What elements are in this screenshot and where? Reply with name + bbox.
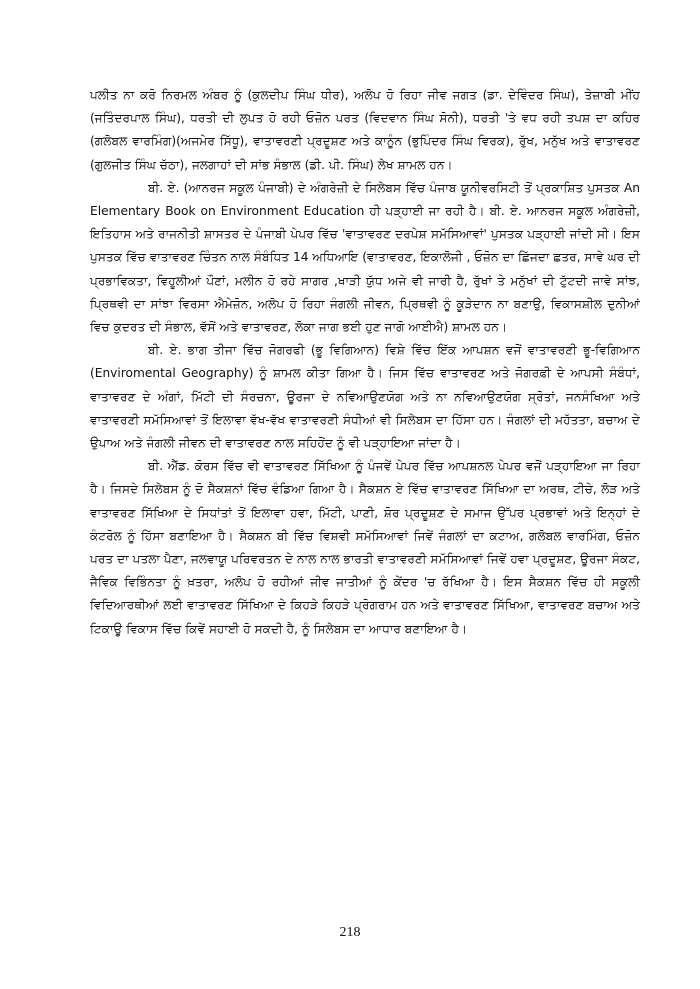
paragraph-continuation: ਪਲੀਤ ਨਾ ਕਰੋ ਨਿਰਮਲ ਅੰਬਰ ਨੂੰ (ਕੁਲਦੀਪ ਸਿੰਘ ਧੀਰ), ਅਲੋਪ ਹੋ ਰਿਹਾ ਜੀਵ ਜਗਤ (ਡਾ. ਦੇਵਿੰਦਰ ਸਿੰਘ), ਤੇਜ਼ਾਬੀ ਮੀਂਹ (ਜਤਿੰਦਰਪਾਲ ਸਿੰਘ), ਧਰਤੀ ਦੀ ਲੁਪਤ ਹੋ ਰਹੀ ਓਜ਼ੋਨ ਪਰਤ (ਵਿਦਵਾਨ ਸਿੰਘ ਸੋਨੀ), ਧਰਤੀ 'ਤੇ ਵਧ ਰਹੀ ਤਪਸ਼ ਦਾ ਕਹਿਰ (ਗਲੋਬਲ ਵਾਰਮਿੰਗ)(ਅਜਮੇਰ ਸਿੱਧੂ), ਵਾਤਾਵਰਣੀ ਪ੍ਰਦੂਸ਼ਣ ਅਤੇ ਕਾਨੂੰਨ (ਭੁਪਿੰਦਰ ਸਿੰਘ ਵਿਰਕ), ਰੁੱਖ, ਮਨੁੱਖ ਅਤੇ ਵਾਤਾਵਰਣ (ਗੁਲਜੀਤ ਸਿੰਘ ਚੱਠਾ), ਜਲਗਾਹਾਂ ਦੀ ਸਾਂਭ ਸੰਭਾਲ (ਡੀ. ਪੀ. ਸਿੰਘ) ਲੇਖ ਸ਼ਾਮਲ ਹਨ। bbox=[90, 88, 640, 172]
paragraph-bed-course: ਬੀ. ਐੱਡ. ਕੋਰਸ ਵਿੱਚ ਵੀ ਵਾਤਾਵਰਣ ਸਿੱਖਿਆ ਨੂੰ ਪੰਜਵੇਂ ਪੇਪਰ ਵਿੱਚ ਆਪਸ਼ਨਲ ਪੇਪਰ ਵਜੋਂ ਪੜ੍ਹਾਇਆ ਜਾ ਰਿਹਾ ਹੈ। ਜਿਸਦੇ ਸਿਲੇਬਸ ਨੂੰ ਦੋ ਸੈਕਸ਼ਨਾਂ ਵਿੱਚ ਵੰਡਿਆ ਗਿਆ ਹੈ। ਸੈਕਸ਼ਨ ਏ ਵਿੱਚ ਵਾਤਾਵਰਣ ਸਿੱਖਿਆ ਦਾ ਅਰਥ, ਟੀਚੇ, ਲੋੜ ਅਤੇ ਵਾਤਾਵਰਣ ਸਿੱਖਿਆ ਦੇ ਸਿਧਾਂਤਾਂ ਤੋਂ ਇਲਾਵਾ ਹਵਾ, ਮਿੱਟੀ, ਪਾਣੀ, ਸ਼ੋਰ ਪ੍ਰਦੂਸ਼ਣ ਦੇ ਸਮਾਜ ਉੱਪਰ ਪ੍ਰਭਾਵਾਂ ਅਤੇ ਇਨ੍ਹਾਂ ਦੇ ਕੰਟਰੋਲ ਨੂੰ ਹਿੱਸਾ ਬਣਾਇਆ ਹੈ। ਸੈਕਸ਼ਨ ਬੀ ਵਿੱਚ ਵਿਸ਼ਵੀ ਸਮੱਸਿਆਵਾਂ ਜਿਵੇਂ ਜੰਗਲਾਂ ਦਾ ਕਟਾਅ, ਗਲੋਬਲ ਵਾਰਮਿੰਗ, ਓਜ਼ੋਨ ਪਰਤ ਦਾ ਪਤਲਾ ਪੈਣਾ, ਜਲਵਾਯੂ ਪਰਿਵਰਤਨ ਦੇ ਨਾਲ ਨਾਲ ਭਾਰਤੀ ਵਾਤਾਵਰਣੀ ਸਮੱਸਿਆਵਾਂ ਜਿਵੇਂ ਹਵਾ ਪ੍ਰਦੂਸ਼ਣ, ਊਰਜਾ ਸੰਕਟ, ਜੈਵਿਕ ਵਿਭਿੰਨਤਾ ਨੂੰ ਖ਼ਤਰਾ, ਅਲੋਪ ਹੋ ਰਹੀਆਂ ਜੀਵ ਜਾਤੀਆਂ ਨੂੰ ਕੇਂਦਰ 'ਚ ਰੱਖਿਆ ਹੈ। ਇਸ ਸੈਕਸ਼ਨ ਵਿੱਚ ਹੀ ਸਕੂਲੀ ਵਿਦਿਆਰਥੀਆਂ ਲਈ ਵਾਤਾਵਰਣ ਸਿੱਖਿਆ ਦੇ ਕਿਹੜੇ ਕਿਹੜੇ ਪ੍ਰੋਗਰਾਮ ਹਨ ਅਤੇ ਵਾਤਾਵਰਣ ਸਿੱਖਿਆ, ਵਾਤਾਵਰਣ ਬਚਾਅ ਅਤੇ ਟਿਕਾਊ ਵਿਕਾਸ ਵਿੱਚ ਕਿਵੇਂ ਸਹਾਈ ਹੋ ਸਕਦੀ ਹੈ, ਨੂੰ ਸਿਲੇਬਸ ਦਾ ਆਧਾਰ ਬਣਾਇਆ ਹੈ। bbox=[90, 459, 640, 636]
body-text bbox=[90, 84, 640, 641]
paragraph-ba-honours: ਬੀ. ਏ. (ਆਨਰਜ ਸਕੂਲ ਪੰਜਾਬੀ) ਦੇ ਅੰਗਰੇਜ਼ੀ ਦੇ ਸਿਲੇਬਸ ਵਿੱਚ ਪੰਜਾਬ ਯੂਨੀਵਰਸਿਟੀ ਤੋਂ ਪ੍ਰਕਾਸ਼ਿਤ ਪੁਸਤਕ An Elementary Book on Environment Education ਹੀ ਪੜ੍ਹਾਈ ਜਾ ਰਹੀ ਹੈ। ਬੀ. ਏ. ਆਨਰਜ ਸਕੂਲ ਅੰਗਰੇਜ਼ੀ, ਇਤਿਹਾਸ ਅਤੇ ਰਾਜਨੀਤੀ ਸ਼ਾਸਤਰ ਦੇ ਪੰਜਾਬੀ ਪੇਪਰ ਵਿੱਚ 'ਵਾਤਾਵਰਣ ਦਰਪੇਸ਼ ਸਮੱਸਿਆਵਾਂ' ਪੁਸਤਕ ਪੜ੍ਹਾਈ ਜਾਂਦੀ ਸੀ। ਇਸ ਪੁਸਤਕ ਵਿੱਚ ਵਾਤਾਵਰਣ ਚਿੰਤਨ ਨਾਲ ਸੰਬੰਧਿਤ 14 ਅਧਿਆਇ (ਵਾਤਾਵਰਣ, ਇਕਾਲੋਜੀ , ਓਜ਼ੋਨ ਦਾ ਛਿੱਜਦਾ ਛਤਰ, ਸਾਵੇ ਘਰ ਦੀ ਪ੍ਰਭਾਵਿਕਤਾ, ਵਿਹੂਲੀਆਂ ਪੌਣਾਂ, ਮਲੀਨ ਹੋ ਰਹੇ ਸਾਗਰ ,ਖਾੜੀ ਯੁੱਧ ਅਜੇ ਵੀ ਜਾਰੀ ਹੈ, ਰੁੱਖਾਂ ਤੇ ਮਨੁੱਖਾਂ ਦੀ ਟੁੱਟਦੀ ਜਾਵੇ ਸਾਂਝ, ਪ੍ਰਿਥਵੀ ਦਾ ਸਾਂਝਾ ਵਿਰਸਾ ਐਮੇਜ਼ੋਨ, ਅਲੋਪ ਹੋ ਰਿਹਾ ਜੰਗਲੀ ਜੀਵਨ, ਪ੍ਰਿਥਵੀ ਨੂੰ ਕੂੜੇਦਾਨ ਨਾ ਬਣਾਉ, ਵਿਕਾਸਸ਼ੀਲ ਦੁਨੀਆਂ ਵਿਚ ਕੁਦਰਤ ਦੀ ਸੰਭਾਲ, ਵੱਸੋਂ ਅਤੇ ਵਾਤਾਵਰਣ, ਲੋਕਾ ਜਾਗ ਭਈ ਹੁਣ ਜਾਗੋ ਆਈਐ) ਸ਼ਾਮਲ ਹਨ। bbox=[90, 180, 640, 335]
page-number: 218 bbox=[339, 925, 361, 940]
paragraph-ba-part-three: ਬੀ. ਏ. ਭਾਗ ਤੀਜਾ ਵਿੱਚ ਜੋਗਰਫੀ (ਭੂ ਵਿਗਿਆਨ) ਵਿਸ਼ੇ ਵਿੱਚ ਇੱਕ ਆਪਸ਼ਨ ਵਜੋਂ ਵਾਤਾਵਰਣੀ ਭੂ-ਵਿਗਿਆਨ (Enviromental Geography) ਨੂੰ ਸ਼ਾਮਲ ਕੀਤਾ ਗਿਆ ਹੈ। ਜਿਸ ਵਿੱਚ ਵਾਤਾਵਰਣ ਅਤੇ ਜੋਗਰਫ਼ੀ ਦੇ ਆਪਸੀ ਸੰਬੰਧਾਂ, ਵਾਤਾਵਰਣ ਦੇ ਅੰਗਾਂ, ਮਿੱਟੀ ਦੀ ਸੰਰਚਨਾ, ਊਰਜਾ ਦੇ ਨਵਿਆਉਣਯੋਗ ਅਤੇ ਨਾ ਨਵਿਆਉਣਯੋਗ ਸ੍ਰੋਤਾਂ, ਜਨਸੰਖਿਆ ਅਤੇ ਵਾਤਾਵਰਣੀ ਸਮੱਸਿਆਵਾਂ ਤੋਂ ਇਲਾਵਾ ਵੱਖ-ਵੱਖ ਵਾਤਾਵਰਣੀ ਸੰਧੀਆਂ ਵੀ ਸਿਲੇਬਸ ਦਾ ਹਿੱਸਾ ਹਨ। ਜੰਗਲਾਂ ਦੀ ਮਹੱਤਤਾ, ਬਚਾਅ ਦੇ ਉਪਾਅ ਅਤੇ ਜੰਗਲੀ ਜੀਵਨ ਦੀ ਵਾਤਾਵਰਣ ਨਾਲ ਸਹਿਹੋਂਦ ਨੂੰ ਵੀ ਪੜ੍ਹਾਇਆ ਜਾਂਦਾ ਹੈ। bbox=[90, 343, 640, 451]
